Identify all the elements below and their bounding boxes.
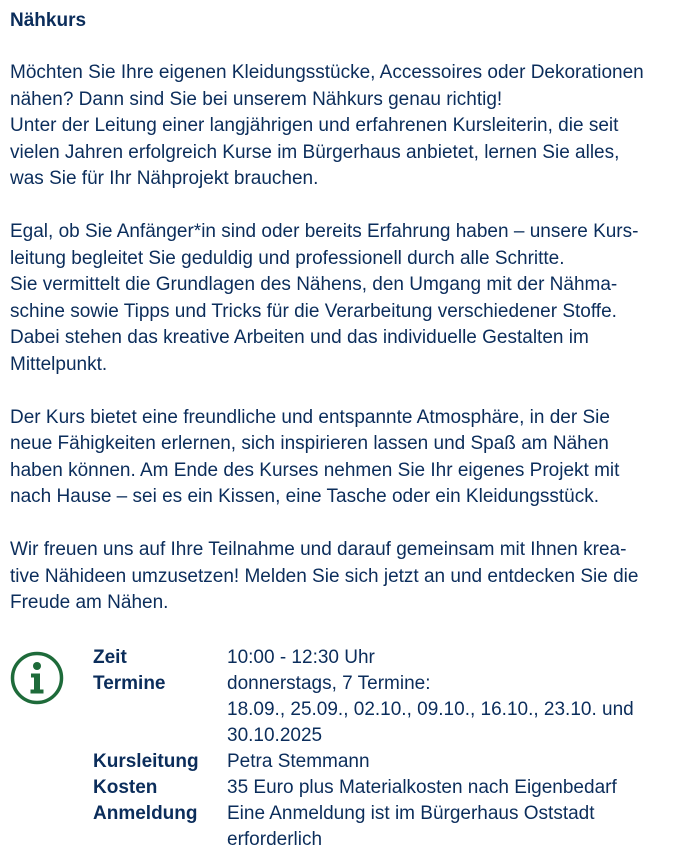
info-value-line: Eine Anmeldung ist im Bürgerhaus Oststadt bbox=[227, 803, 595, 824]
info-value-line: Petra Stemmann bbox=[227, 751, 370, 772]
paragraph-audience bbox=[10, 219, 670, 378]
text-line: neue Fähigkeiten erlernen, sich inspirieren lassen und Spaß am Nähen bbox=[10, 433, 609, 454]
info-label: Termine bbox=[93, 673, 166, 694]
info-row-kosten bbox=[93, 775, 673, 801]
info-icon bbox=[10, 651, 64, 705]
info-value-line: 30.10.2025 bbox=[227, 725, 323, 746]
text-line: Egal, ob Sie Anfänger*in sind oder bereits Erfahrung haben – unsere Kurs- bbox=[10, 221, 639, 242]
text-line: leitung begleitet Sie geduldig und professionell durch alle Schritte. bbox=[10, 247, 565, 269]
text-line: nach Hause – sei es ein Kissen, eine Tasche oder ein Kleidungsstück. bbox=[10, 486, 600, 507]
course-description bbox=[10, 8, 670, 850]
info-value-line: 18.09., 25.09., 02.10., 09.10., 16.10., 23.10. und bbox=[227, 699, 634, 720]
text-line: vielen Jahren erfolgreich Kurse im Bürgerhaus anbietet, lernen Sie alles, bbox=[10, 141, 620, 163]
info-row-kursleitung bbox=[93, 749, 673, 775]
page-title: Nähkurs bbox=[10, 10, 87, 31]
text-line: Dabei stehen das kreative Arbeiten und das individuelle Gestalten im bbox=[10, 327, 589, 348]
info-value bbox=[227, 801, 673, 853]
info-label: Zeit bbox=[93, 647, 127, 668]
paragraph-closing bbox=[10, 537, 670, 617]
info-value-line: 35 Euro plus Materialkosten nach Eigenbedarf bbox=[227, 777, 617, 798]
paragraph-intro bbox=[10, 60, 670, 193]
info-row-zeit bbox=[93, 645, 673, 671]
text-line: Sie vermittelt die Grundlagen des Nähens, den Umgang mit der Nähma- bbox=[10, 274, 618, 295]
info-label: Kosten bbox=[93, 777, 158, 798]
course-info-table bbox=[93, 645, 673, 853]
text-line: Der Kurs bietet eine freundliche und entspannte Atmosphäre, in der Sie bbox=[10, 406, 610, 428]
info-row-termine bbox=[93, 671, 673, 749]
text-line: Freude am Nähen. bbox=[10, 592, 169, 613]
paragraph-atmosphere bbox=[10, 405, 670, 511]
text-line: Unter der Leitung einer langjährigen und erfahrenen Kursleiterin, die seit bbox=[10, 115, 619, 136]
info-value-line: donnerstags, 7 Termine: bbox=[227, 673, 431, 694]
info-value bbox=[227, 749, 673, 775]
text-line: schine sowie Tipps und Tricks für die Verarbeitung verschiedener Stoffe. bbox=[10, 300, 617, 322]
info-value-line: erforderlich bbox=[227, 829, 323, 850]
text-line: Wir freuen uns auf Ihre Teilnahme und darauf gemeinsam mit Ihnen krea- bbox=[10, 539, 627, 560]
info-label: Kursleitung bbox=[93, 751, 199, 772]
info-value bbox=[227, 645, 673, 671]
text-line: Mittelpunkt. bbox=[10, 353, 108, 375]
info-value bbox=[227, 775, 673, 801]
text-line: nähen? Dann sind Sie bei unserem Nähkurs genau richtig! bbox=[10, 88, 503, 110]
info-value bbox=[227, 671, 673, 749]
info-value-line: 10:00 - 12:30 Uhr bbox=[227, 647, 375, 668]
info-row-anmeldung bbox=[93, 801, 673, 853]
text-line: tive Nähideen umzusetzen! Melden Sie sich jetzt an und entdecken Sie die bbox=[10, 565, 639, 587]
info-label: Anmeldung bbox=[93, 803, 198, 824]
text-line: Möchten Sie Ihre eigenen Kleidungsstücke, Accessoires oder Dekorationen bbox=[10, 62, 644, 83]
text-line: was Sie für Ihr Nähprojekt brauchen. bbox=[10, 168, 319, 189]
text-line: haben können. Am Ende des Kurses nehmen Sie Ihr eigenes Projekt mit bbox=[10, 459, 620, 481]
